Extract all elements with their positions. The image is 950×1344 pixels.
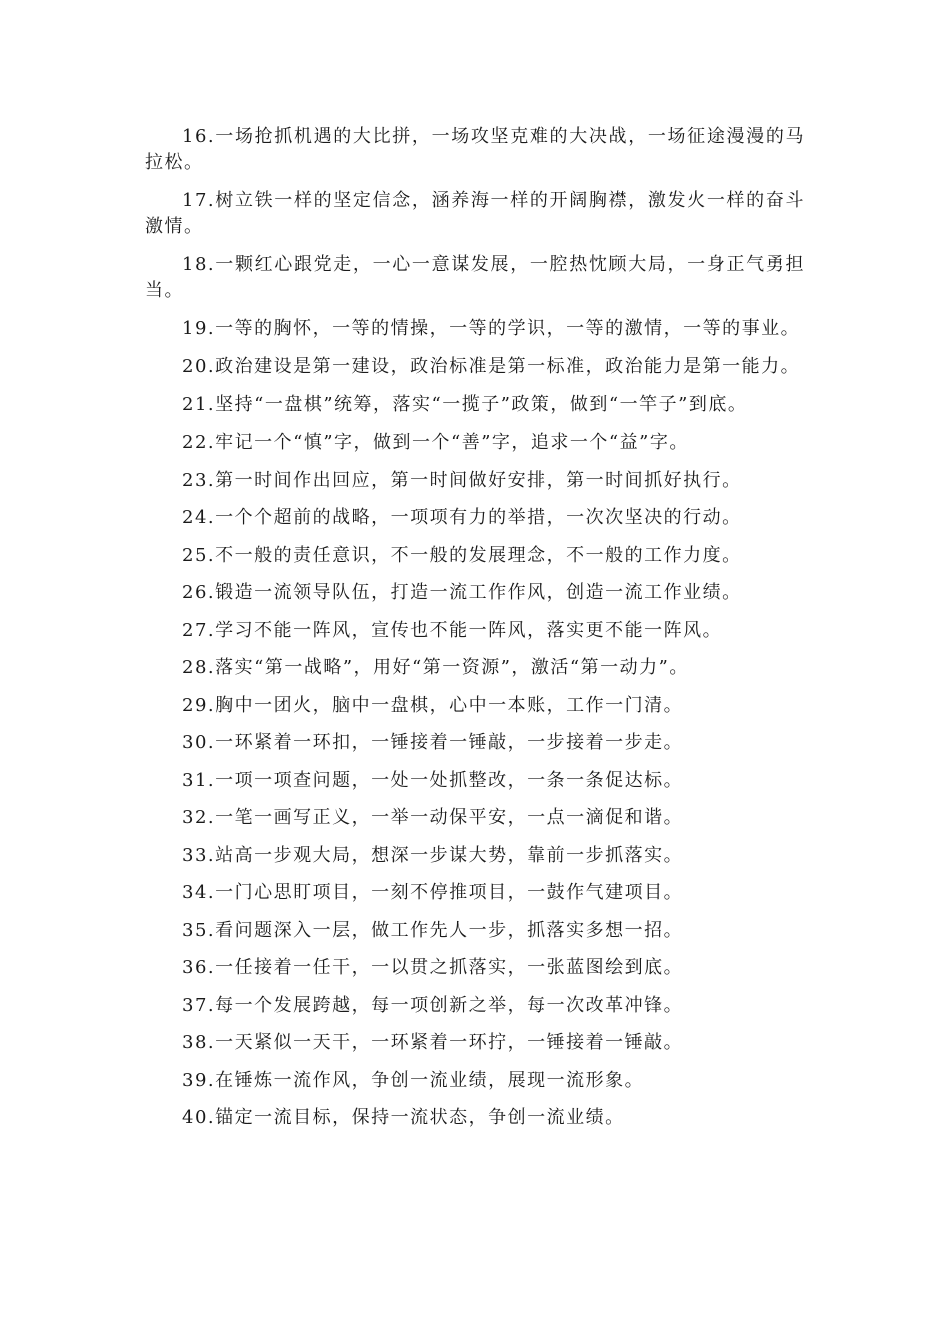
- list-item: 24.一个个超前的战略，一项项有力的举措，一次次坚决的行动。: [182, 507, 742, 528]
- list-item: 18.一颗红心跟党走，一心一意谋发展，一腔热忱顾大局，一身正气勇担当。: [145, 254, 805, 301]
- list-item: 22.牢记一个“慎”字，做到一个“善”字，追求一个“益”字。: [182, 432, 689, 453]
- list-item: 39.在锤炼一流作风，争创一流业绩，展现一流形象。: [182, 1069, 645, 1091]
- list-item: 17.树立铁一样的坚定信念，涵养海一样的开阔胸襟，激发火一样的奋斗激情。: [145, 190, 805, 237]
- list-item: 21.坚持“一盘棋”统筹，落实“一揽子”政策，做到“一竿子”到底。: [182, 394, 748, 415]
- list-item: 19.一等的胸怀，一等的情操，一等的学识，一等的激情，一等的事业。: [182, 318, 801, 339]
- list-item: 29.胸中一团火，脑中一盘棋，心中一本账，工作一门清。: [182, 694, 684, 716]
- list-item: 37.每一个发展跨越，每一项创新之举，每一次改革冲锋。: [182, 994, 684, 1016]
- list-item: 40.锚定一流目标，保持一流状态，争创一流业绩。: [182, 1107, 625, 1128]
- list-item: 36.一任接着一任干，一以贯之抓落实，一张蓝图绘到底。: [182, 957, 684, 978]
- list-item: 20.政治建设是第一建设，政治标准是第一标准，政治能力是第一能力。: [182, 356, 801, 377]
- list-item: 34.一门心思盯项目，一刻不停推项目，一鼓作气建项目。: [182, 882, 684, 903]
- list-item: 25.不一般的责任意识，不一般的发展理念，不一般的工作力度。: [182, 544, 742, 566]
- list-item: 23.第一时间作出回应，第一时间做好安排，第一时间抓好执行。: [182, 469, 742, 491]
- list-item: 27.学习不能一阵风，宣传也不能一阵风，落实更不能一阵风。: [182, 619, 723, 641]
- document-body: [145, 124, 805, 1143]
- list-item: 30.一环紧着一环扣，一锤接着一锤敲，一步接着一步走。: [182, 732, 684, 753]
- list-item: 16.一场抢抓机遇的大比拼，一场攻坚克难的大决战，一场征途漫漫的马拉松。: [145, 126, 805, 173]
- list-item: 35.看问题深入一层，做工作先人一步，抓落实多想一招。: [182, 919, 684, 941]
- list-item: 33.站高一步观大局，想深一步谋大势，靠前一步抓落实。: [182, 844, 684, 866]
- list-item: 38.一天紧似一天干，一环紧着一环拧，一锤接着一锤敲。: [182, 1032, 684, 1053]
- list-item: 26.锻造一流领导队伍，打造一流工作作风，创造一流工作业绩。: [182, 582, 742, 603]
- list-item: 28.落实“第一战略”，用好“第一资源”，激活“第一动力”。: [182, 657, 689, 678]
- list-item: 31.一项一项查问题，一处一处抓整改，一条一条促达标。: [182, 769, 684, 791]
- list-item: 32.一笔一画写正义，一举一动保平安，一点一滴促和谐。: [182, 807, 684, 828]
